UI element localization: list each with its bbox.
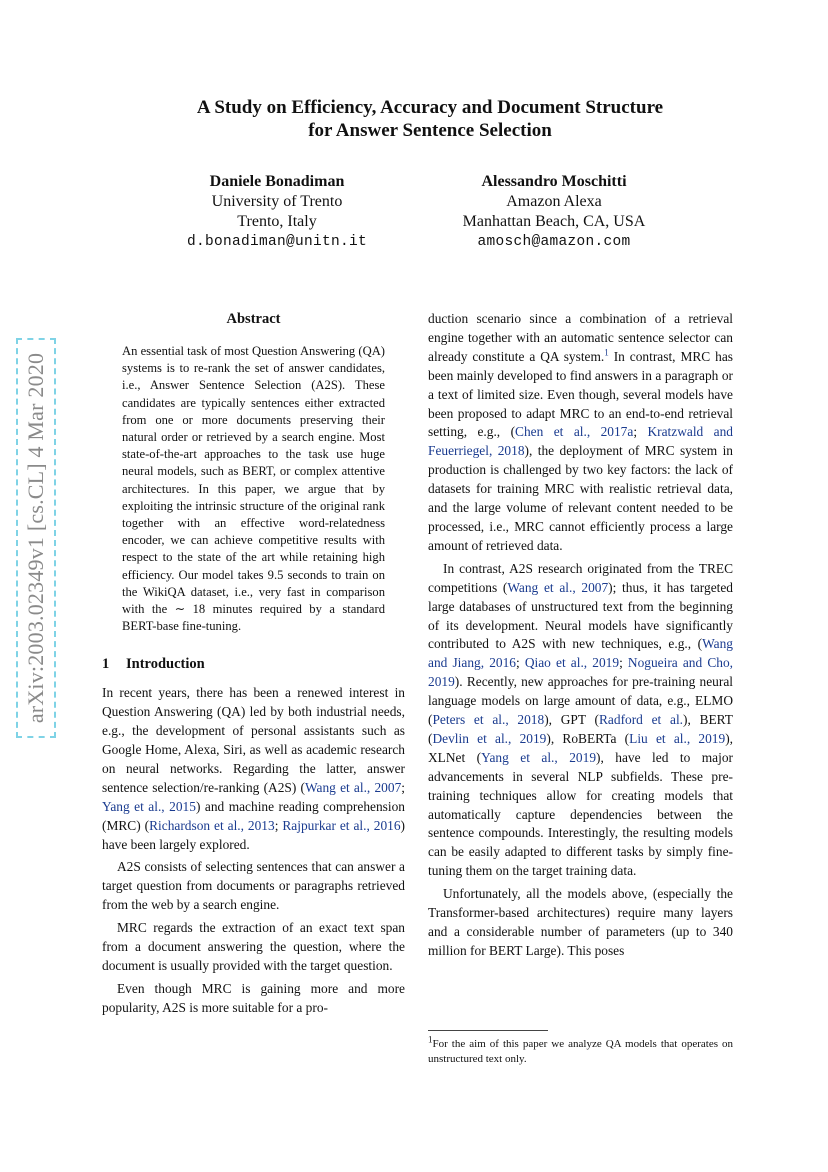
author-affiliation: University of Trento: [211, 193, 343, 210]
footnote-divider: [428, 1030, 548, 1031]
intro-paragraph-1: [102, 684, 405, 854]
text-span: ) and machine reading comprehension (MRC) (: [102, 798, 405, 833]
text-span: ;: [633, 424, 648, 440]
citation-link[interactable]: Richardson et al., 2013: [149, 817, 275, 833]
text-span: ), RoBERTa (: [546, 730, 630, 746]
citation-link[interactable]: Radford et al.: [599, 712, 684, 728]
citation-link[interactable]: Yang et al., 2015: [102, 798, 196, 814]
right-paragraph-3: Unfortunately, all the models above, (especially the Transformer-based architectures) require many layers and a considerable number of parameters (up to 340 million for BERT Large). This poses: [428, 886, 733, 958]
right-paragraph-1: [428, 310, 733, 556]
author-name: Alessandro Moschitti: [481, 173, 627, 190]
text-span: ), BERT (: [428, 712, 733, 746]
citation-link[interactable]: Kratzwald and Feuerriegel, 2018: [428, 424, 734, 459]
citation-link[interactable]: Wang et al., 2007: [507, 579, 609, 595]
text-span: ;: [515, 655, 525, 671]
author-name: Daniele Bonadiman: [209, 173, 345, 190]
author-block-1: [127, 172, 427, 252]
arxiv-stamp: [16, 338, 56, 738]
footnote-number: 1: [428, 1034, 433, 1045]
intro-paragraph-4: Even though MRC is gaining more and more popularity, A2S is more suitable for a pro-: [102, 980, 405, 1015]
citation-link[interactable]: Wang et al., 2007: [304, 779, 402, 795]
section-title: Introduction: [126, 656, 205, 673]
text-span: ); thus, it has targeted large databases of unstructured text from the beginning of its development. Neural models have significantly contributed to A2S with new techniques, e.g., (: [428, 579, 734, 652]
left-column: [102, 310, 405, 1018]
text-span: ;: [274, 817, 283, 833]
citation-link[interactable]: Yang et al., 2019: [481, 749, 597, 765]
citation-link[interactable]: Devlin et al., 2019: [432, 730, 547, 746]
footnote-text: For the aim of this paper we analyze QA models that operates on unstructured text only.: [428, 1038, 733, 1065]
paper-title: [120, 96, 740, 142]
text-span: In recent years, there has been a renewed interest in Question Answering (QA) led by both industrial needs, e.g., the development of personal assistants such as Google Home, Alexa, Siri, as well as academic research on neural networks. Regarding the latter, answer sentence selection/re-ranking (A2S) (: [102, 685, 405, 795]
intro-paragraph-2: A2S consists of selecting sentences that can answer a target question from documents or paragraphs retrieved from the web by a search engine.: [102, 859, 405, 913]
text-span: ), GPT (: [544, 712, 599, 728]
author-email: amosch@amazon.com: [477, 234, 631, 250]
citation-link[interactable]: Nogueira and Cho, 2019: [428, 655, 733, 690]
author-location: Manhattan Beach, CA, USA: [462, 213, 646, 230]
citation-link[interactable]: Qiao et al., 2019: [524, 655, 620, 671]
right-column: [428, 310, 733, 961]
text-span: In contrast, MRC has been mainly developed to find answers in a paragraph or a text of limited size. Even though, several models have been proposed to adapt MRC to an end-to-end retrieval setting, e.g., (: [428, 348, 734, 440]
text-span: In contrast, A2S research originated from the TREC competitions (: [428, 560, 733, 595]
text-span: ;: [619, 655, 628, 671]
text-span: ). Recently, new approaches for pre-training neural language models on large amount of data, e.g., ELMO (: [428, 674, 733, 728]
citation-link[interactable]: Wang and Jiang, 2016: [428, 636, 733, 671]
citation-link[interactable]: Peters et al., 2018: [432, 712, 545, 728]
author-email: d.bonadiman@unitn.it: [186, 234, 368, 250]
text-span: ;: [401, 779, 405, 795]
right-paragraph-2: [428, 560, 733, 881]
citation-link[interactable]: Liu et al., 2019: [629, 730, 726, 746]
abstract-heading: Abstract: [226, 311, 281, 327]
footnote: [428, 1034, 733, 1066]
footnote-marker[interactable]: 1: [604, 347, 609, 358]
author-affiliation: Amazon Alexa: [506, 193, 602, 210]
abstract-text: An essential task of most Question Answering (QA) systems is to re-rank the set of answer candidates, i.e., Answer Sentence Selection (A2S). These candidates are typically sentences either extracted from one or more documents preserving their natural order or retrieved by a search engine. Most state-of-the-art approaches to the task use huge neural models, such as BERT, or complex attentive architectures. In this paper, we argue that by exploiting the intrinsic structure of the original rank together with an effective word-relatedness encoder, we can achieve competitive results with respect to the state of the art while retaining high efficiency. Our model takes 9.5 seconds to train on the WikiQA dataset, i.e., very fast in comparison with the ∼ 18 minutes required by a standard BERT-base fine-tuning.: [122, 343, 385, 634]
author-location: Trento, Italy: [237, 213, 317, 230]
author-block-2: [404, 172, 704, 252]
text-span: ), XLNet (: [428, 730, 734, 765]
citation-link[interactable]: Rajpurkar et al., 2016: [282, 817, 401, 833]
text-span: duction scenario since a combination of a retrieval engine together with an automatic sentence selector can already constitute a QA system.: [428, 311, 733, 364]
section-number: 1: [102, 656, 110, 673]
citation-link[interactable]: Chen et al., 2017a: [515, 424, 634, 440]
intro-paragraph-3: MRC regards the extraction of an exact text span from a document answering the question, where the document is usually provided with the target question.: [102, 920, 405, 973]
title-line-1: A Study on Efficiency, Accuracy and Document Structure: [196, 97, 664, 118]
text-span: ), the deployment of MRC system in production is challenged by two key factors: the lack of datasets for training MRC with realistic retrieval data, and the large volume of relevant content needed to be processed, i.e., MRC cannot efficiently process a large amount of retrieved data.: [428, 443, 733, 553]
text-span: ), have led to major advancements in several NLP subfields. These pre-training techniques allow for creating models that automatically capture dependencies between the sentence compounds. Interestingly, the resulting models can be easily adapted to different tasks by simply fine-tuning them on the target training data.: [428, 749, 733, 879]
arxiv-identifier: arXiv:2003.02349v1 [cs.CL] 4 Mar 2020: [23, 352, 49, 724]
text-span: ) have been largely explored.: [102, 817, 406, 852]
section-heading: [102, 655, 405, 674]
title-line-2: for Answer Sentence Selection: [308, 120, 552, 141]
